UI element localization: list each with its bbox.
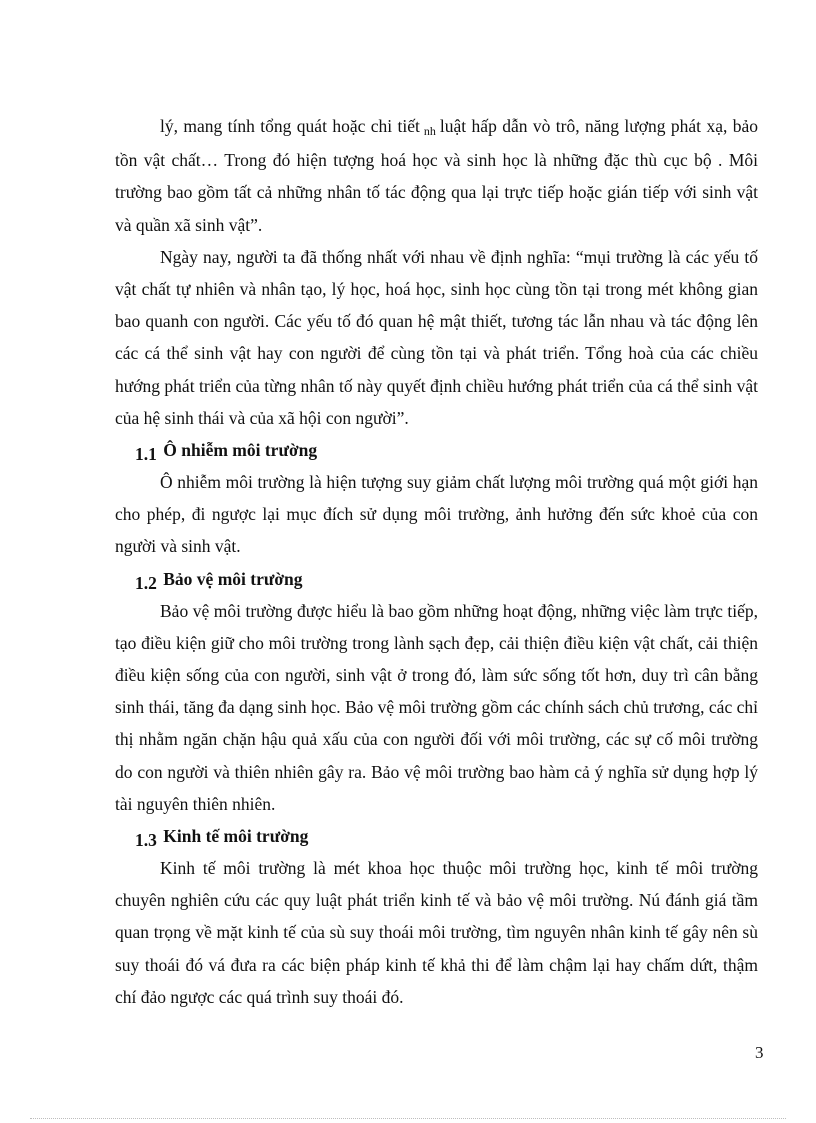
page-content (115, 110, 758, 1013)
section-heading-1-1 (115, 434, 758, 466)
page-bottom-divider (30, 1118, 786, 1119)
paragraph-intro-continued (115, 110, 758, 241)
paragraph-definition: Ngày nay, người ta đã thống nhất với nhau về định nghĩa: “mụi trường là các yếu tố vật chất tự nhiên và nhân tạo, lý học, hoá học, sinh học cùng tồn tại trong mét không gian bao quanh con người. Các yếu tố đó quan hệ mật thiết, tương tác lẫn nhau và tác động lên các cá thể sinh vật hay con người để cùng tồn tại và phát triển. Tổng hoà của các chiều hướng phát triển của từng nhân tố này quyết định chiều hướng phát triển của cá thể sinh vật của hệ sinh thái và của xã hội con người”. (115, 246, 758, 428)
section-body-1-2: Bảo vệ môi trường được hiểu là bao gồm những hoạt động, những việc làm trực tiếp, tạo điều kiện giữ cho môi trường trong lành sạch đẹp, cải thiện điều kiện vật chất, cải thiện điều kiện sống của con người, sinh vật ở trong đó, làm sức sống tốt hơn, duy trì cân bằng sinh thái, tăng đa dạng sinh học. Bảo vệ môi trường gồm các chính sách chủ trương, các chỉ thị nhằm ngăn chặn hậu quả xấu của con người đối với môi trường, các sự cố môi trường do con người và thiên nhiên gây ra. Bảo vệ môi trường bao hàm cả ý nghĩa sử dụng hợp lý tài nguyên thiên nhiên. (115, 600, 758, 814)
section-title: Bảo vệ môi trường (163, 568, 303, 589)
section-number: 1.3 (135, 830, 157, 851)
page-number: 3 (755, 1043, 764, 1062)
para1-text-end: luật hấp dẫn vò trô, năng lượng phát xạ, bảo tồn vật chất… Trong đó hiện tượng hoá học và sinh học là những đặc thù cục bộ . Môi trường bao gồm tất cả những nhân tố tác động qua lại trực tiếp hoặc gián tiếp với sinh vật và quần xã sinh vật”. (115, 116, 758, 235)
section-heading-1-3 (115, 820, 758, 852)
section-number: 1.1 (135, 444, 157, 465)
section-title: Ô nhiễm môi trường (163, 440, 318, 461)
section-heading-1-2 (115, 563, 758, 595)
section-title: Kinh tế môi trường (163, 826, 309, 847)
section-number: 1.2 (135, 572, 157, 593)
para1-inline-fragment: nh (423, 124, 436, 138)
para1-text-start: lý, mang tính tổng quát hoặc chi tiết (160, 116, 420, 136)
section-body-1-1: Ô nhiễm môi trường là hiện tượng suy giảm chất lượng môi trường quá một giới hạn cho phép, đi ngược lại mục đích sử dụng môi trường, ảnh hưởng đến sức khoẻ của con người và sinh vật. (115, 472, 758, 557)
section-body-1-3: Kinh tế môi trường là mét khoa học thuộc môi trường học, kinh tế môi trường chuyên nghiên cứu các quy luật phát triển kinh tế và bảo vệ môi trường. Nú đánh giá tầm quan trọng về mặt kinh tế của sù suy thoái môi trường, tìm nguyên nhân kinh tế gây nên sù suy thoái đó vá đưa ra các biện pháp kinh tế khả thi để làm chậm lại hay chấm dứt, thậm chí đảo ngược các quá trình suy thoái đó. (115, 858, 758, 1007)
